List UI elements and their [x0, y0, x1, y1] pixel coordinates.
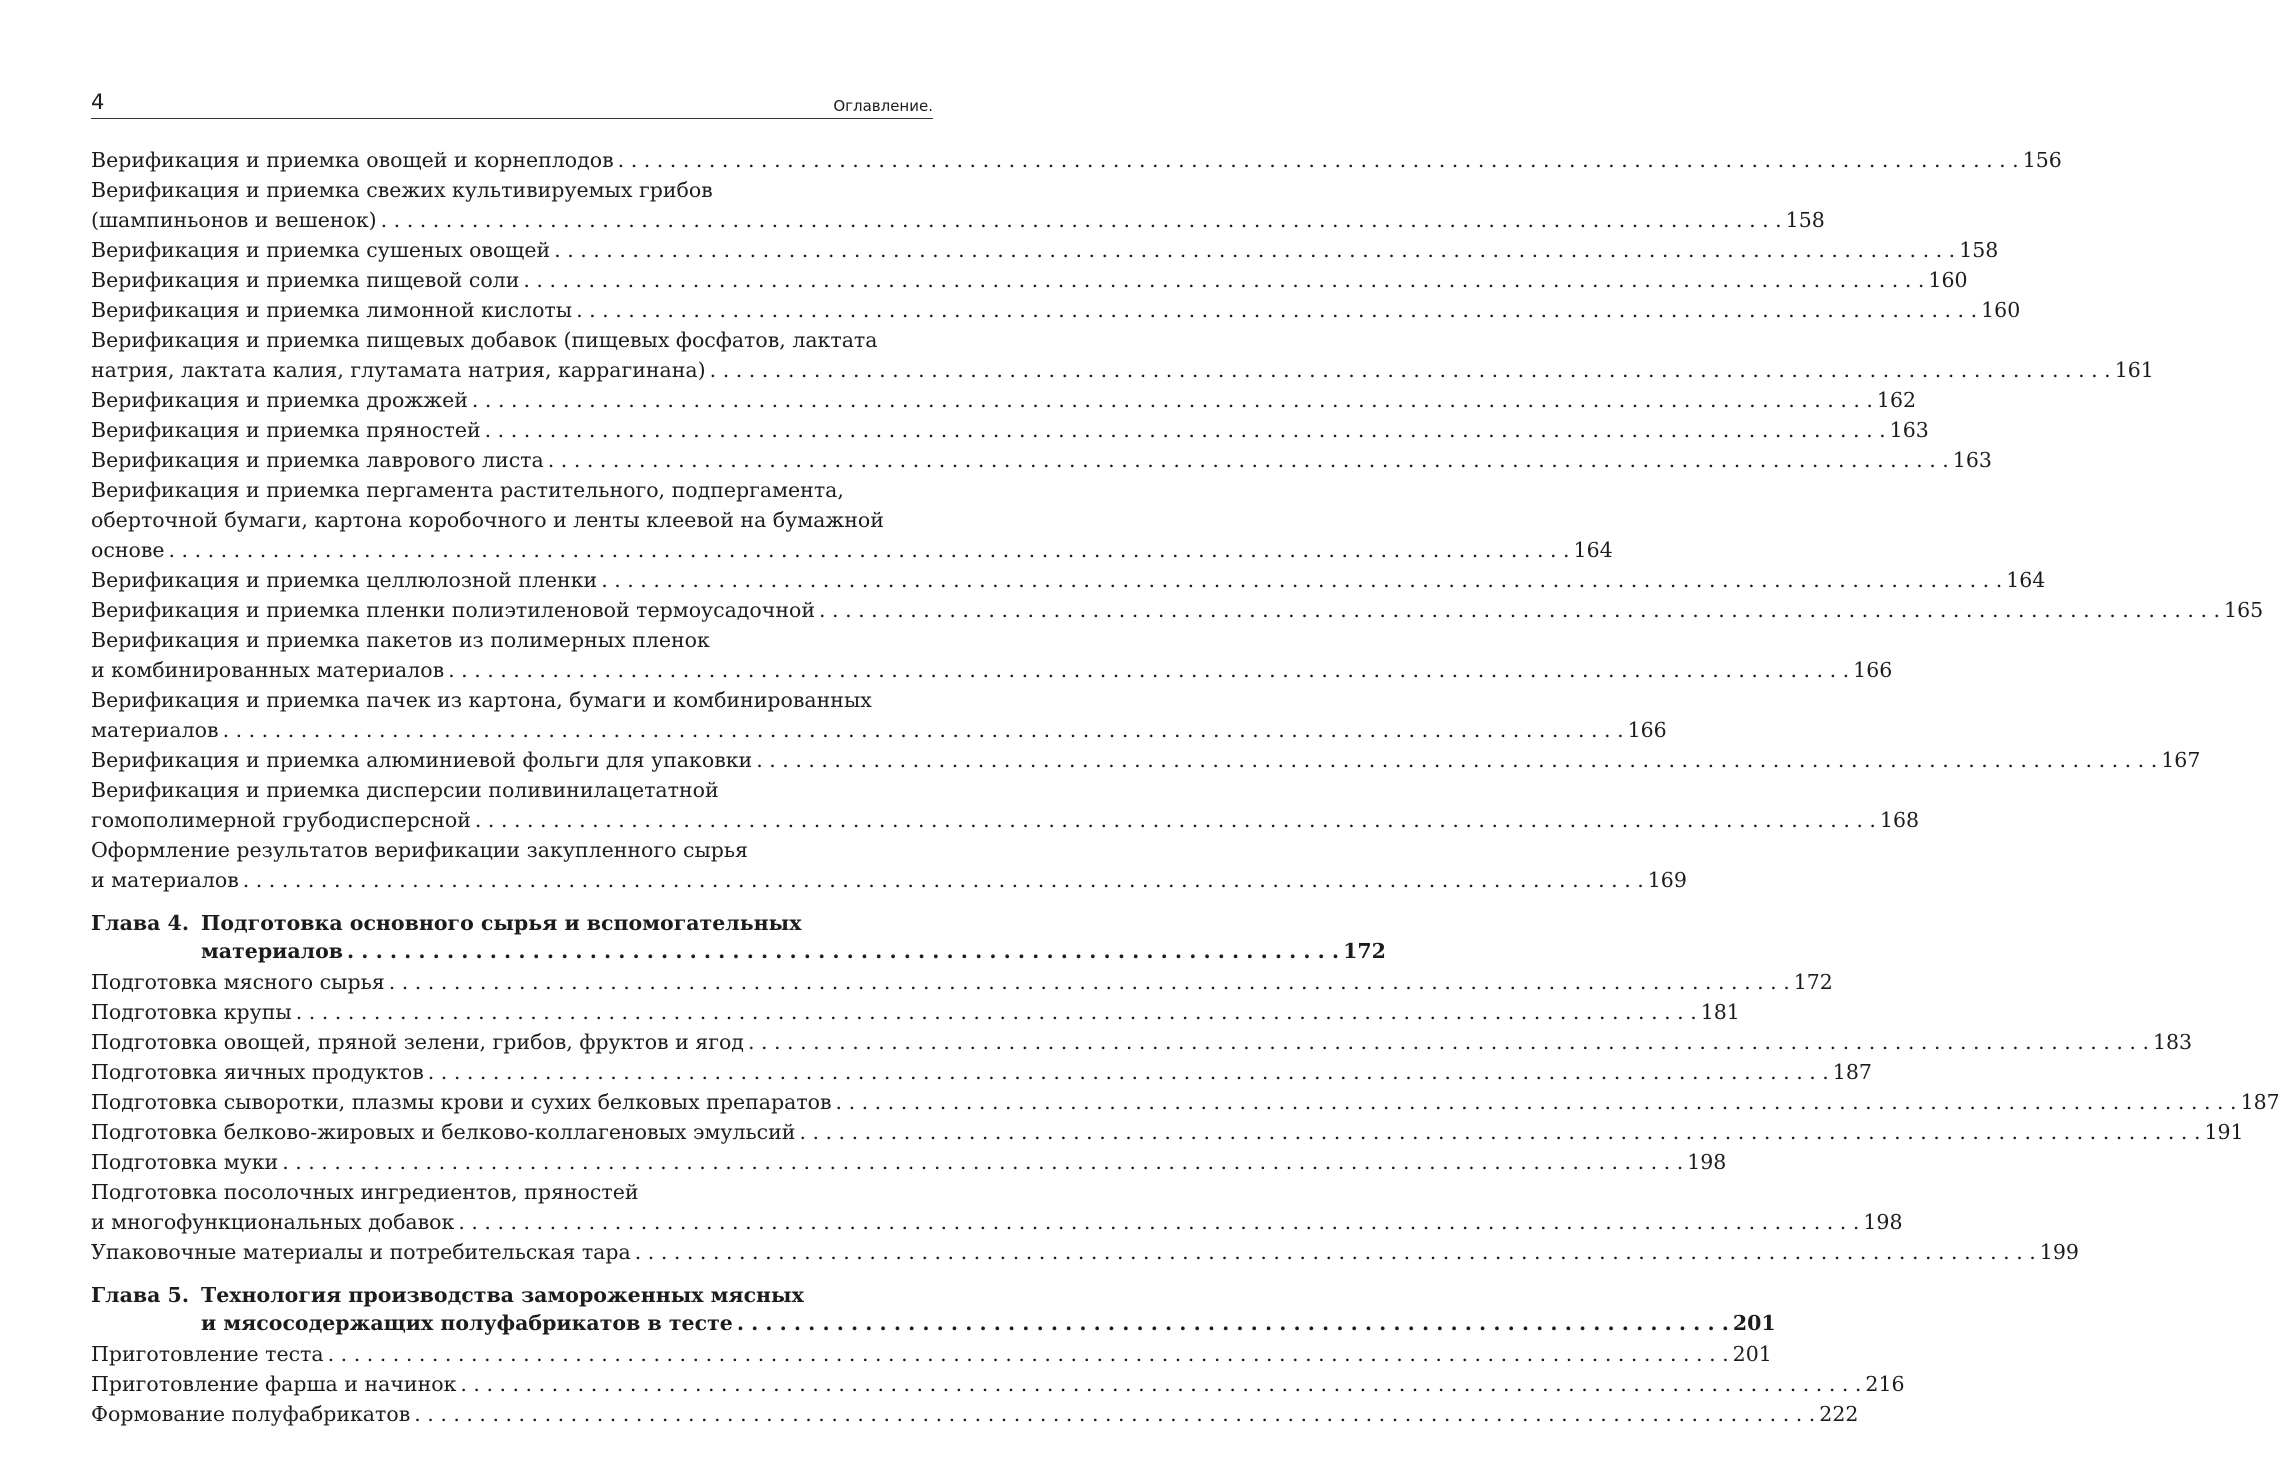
toc-entry — [91, 385, 1917, 415]
dot-leader — [710, 355, 2111, 385]
dot-leader — [819, 595, 2220, 625]
toc-entry — [91, 1339, 1772, 1369]
toc-entry-page-number: 181 — [1700, 1000, 1740, 1024]
toc-entry-title: Верификация и приемка пергамента растительного, подпергамента, — [91, 478, 844, 502]
toc-entry — [91, 1027, 2193, 1057]
dot-leader — [576, 295, 1977, 325]
dot-leader — [799, 1117, 2200, 1147]
toc-entry-title: и многофункциональных добавок — [91, 1210, 455, 1234]
dot-leader — [472, 385, 1873, 415]
page-number: 4 — [91, 90, 105, 114]
toc-entry-page-number: 163 — [1952, 448, 1992, 472]
toc-entry — [91, 1399, 1859, 1429]
toc-entry-page-number: 166 — [1853, 658, 1893, 682]
dot-leader — [428, 1057, 1829, 1087]
toc-entry — [91, 835, 1687, 895]
toc-entry-title: основе — [91, 538, 165, 562]
toc-entry-title: Верификация и приемка лаврового листа — [91, 448, 544, 472]
dot-leader — [296, 997, 1697, 1027]
dot-leader — [554, 235, 1955, 265]
toc-entry — [91, 295, 2021, 325]
toc-entry-page-number: 222 — [1819, 1402, 1859, 1426]
toc-entry-page-number: 156 — [2022, 148, 2062, 172]
toc-entry-title: Приготовление фарша и начинок — [91, 1372, 457, 1396]
toc-entry-title: Приготовление теста — [91, 1342, 324, 1366]
toc-entry-page-number: 167 — [2161, 748, 2201, 772]
toc-chapter-4 — [91, 909, 1386, 965]
chapter-title-continued: материалов — [201, 939, 344, 963]
dot-leader — [460, 1369, 1861, 1399]
toc-entry — [91, 1237, 2079, 1267]
toc-entry — [91, 625, 1893, 685]
toc-entry-title: Верификация и приемка свежих культивируемых грибов — [91, 178, 713, 202]
dot-leader — [458, 1207, 1859, 1237]
dot-leader — [618, 145, 2019, 175]
toc-entry — [91, 775, 1920, 835]
chapter-title: Технология производства замороженных мясных — [201, 1283, 804, 1307]
dot-leader — [389, 967, 1790, 997]
toc-entry-page-number: 164 — [1573, 538, 1613, 562]
toc-entry-page-number: 166 — [1627, 718, 1667, 742]
toc-entry-title: Верификация и приемка пленки полиэтиленовой термоусадочной — [91, 598, 815, 622]
toc-entry-page-number: 162 — [1876, 388, 1917, 412]
toc-entry-title: Верификация и приемка дисперсии поливинилацетатной — [91, 778, 719, 802]
toc-entry-page-number: 198 — [1687, 1150, 1727, 1174]
toc-entry-title: Подготовка яичных продуктов — [91, 1060, 424, 1084]
toc-entry-page-number: 165 — [2224, 598, 2264, 622]
toc-entry-title: Верификация и приемка сушеных овощей — [91, 238, 551, 262]
chapter-page-number: 172 — [1343, 939, 1386, 963]
toc-entry-title: Формование полуфабрикатов — [91, 1402, 411, 1426]
toc-entry — [91, 595, 2264, 625]
toc-entry — [91, 1087, 2280, 1117]
dot-leader — [282, 1147, 1683, 1177]
toc-entry — [91, 997, 1740, 1027]
toc-entry-title: Верификация и приемка лимонной кислоты — [91, 298, 573, 322]
toc-entry-title: Верификация и приемка пряностей — [91, 418, 481, 442]
dot-leader — [243, 865, 1644, 895]
toc-entry — [91, 685, 1667, 745]
toc-entry — [91, 265, 1968, 295]
toc-entry-page-number: 158 — [1959, 238, 1999, 262]
dot-leader — [836, 1087, 2237, 1117]
toc-entry — [91, 1147, 1727, 1177]
toc-entry-page-number: 164 — [2006, 568, 2046, 592]
dot-leader — [448, 655, 1849, 685]
toc-entry — [91, 475, 1613, 565]
toc-entry — [91, 1177, 1903, 1237]
dot-leader — [756, 745, 2157, 775]
toc-entry — [91, 445, 1992, 475]
toc-entry — [91, 235, 1999, 265]
toc-section-c — [91, 1339, 1905, 1429]
toc-entry-title: Верификация и приемка дрожжей — [91, 388, 468, 412]
toc-entry — [91, 415, 1929, 445]
toc-entry-title: (шампиньонов и вешенок) — [91, 208, 377, 232]
toc-entry — [91, 967, 1833, 997]
toc-entry — [91, 565, 2046, 595]
dot-leader — [169, 535, 1570, 565]
toc-entry — [91, 1057, 1872, 1087]
toc-entry — [91, 1117, 2244, 1147]
toc-entry — [91, 325, 2154, 385]
toc-section-a — [91, 145, 2264, 895]
dot-leader — [347, 937, 1339, 965]
dot-leader — [548, 445, 1949, 475]
toc-entry-title: Подготовка мясного сырья — [91, 970, 385, 994]
chapter-page-number: 201 — [1732, 1311, 1776, 1335]
toc-entry-page-number: 158 — [1785, 208, 1825, 232]
running-title: Оглавление. — [833, 97, 933, 115]
toc-entry-page-number: 168 — [1879, 808, 1920, 832]
chapter-number: Глава 5. — [91, 1283, 189, 1307]
toc-entry-title: натрия, лактата калия, глутамата натрия, каррагинана) — [91, 358, 706, 382]
dot-leader — [475, 805, 1876, 835]
dot-leader — [523, 265, 1924, 295]
chapter-title-continued: и мясосодержащих полуфабрикатов в тесте — [201, 1311, 733, 1335]
toc-entry-title: Упаковочные материалы и потребительская тара — [91, 1240, 631, 1264]
table-of-contents — [91, 145, 2280, 1429]
toc-entry-page-number: 199 — [2039, 1240, 2079, 1264]
toc-entry-title: Верификация и приемка пищевых добавок (пищевых фосфатов, лактата — [91, 328, 878, 352]
toc-entry-page-number: 201 — [1732, 1342, 1772, 1366]
toc-entry — [91, 175, 1825, 235]
toc-entry-title: Верификация и приемка целлюлозной пленки — [91, 568, 598, 592]
toc-entry-title: оберточной бумаги, картона коробочного и ленты клеевой на бумажной — [91, 508, 884, 532]
toc-entry — [91, 745, 2201, 775]
toc-entry-title: материалов — [91, 718, 219, 742]
toc-entry-page-number: 161 — [2114, 358, 2154, 382]
dot-leader — [485, 415, 1886, 445]
toc-entry-title: и комбинированных материалов — [91, 658, 445, 682]
toc-entry-title: и материалов — [91, 868, 239, 892]
dot-leader — [748, 1027, 2149, 1057]
chapter-number: Глава 4. — [91, 911, 189, 935]
toc-entry — [91, 145, 2062, 175]
toc-entry-title: Верификация и приемка пачек из картона, бумаги и комбинированных — [91, 688, 872, 712]
toc-entry-title: Подготовка муки — [91, 1150, 279, 1174]
toc-section-b — [91, 967, 2280, 1267]
dot-leader — [737, 1309, 1729, 1337]
dot-leader — [223, 715, 1624, 745]
toc-entry-page-number: 163 — [1889, 418, 1929, 442]
toc-chapter-5 — [91, 1281, 1776, 1337]
toc-entry-title: Верификация и приемка пакетов из полимерных пленок — [91, 628, 710, 652]
chapter-title: Подготовка основного сырья и вспомогательных — [201, 911, 802, 935]
toc-entry-page-number: 172 — [1793, 970, 1833, 994]
toc-entry-title: Подготовка посолочных ингредиентов, пряностей — [91, 1180, 639, 1204]
toc-entry-page-number: 183 — [2152, 1030, 2193, 1054]
toc-entry-title: Оформление результатов верификации закупленного сырья — [91, 838, 748, 862]
page-header — [91, 88, 933, 119]
toc-entry-title: Верификация и приемка овощей и корнеплодов — [91, 148, 614, 172]
dot-leader — [381, 205, 1782, 235]
toc-entry-title: Подготовка сыворотки, плазмы крови и сухих белковых препаратов — [91, 1090, 832, 1114]
toc-entry-page-number: 160 — [1981, 298, 2021, 322]
toc-entry-page-number: 198 — [1863, 1210, 1903, 1234]
toc-entry-page-number: 216 — [1865, 1372, 1905, 1396]
toc-entry-page-number: 191 — [2204, 1120, 2244, 1144]
toc-entry-page-number: 187 — [1832, 1060, 1872, 1084]
toc-entry-page-number: 169 — [1647, 868, 1687, 892]
toc-entry-page-number: 187 — [2240, 1090, 2280, 1114]
dot-leader — [414, 1399, 1815, 1429]
dot-leader — [635, 1237, 2036, 1267]
dot-leader — [601, 565, 2002, 595]
toc-entry-title: Подготовка овощей, пряной зелени, грибов, фруктов и ягод — [91, 1030, 744, 1054]
toc-entry-title: гомополимерной грубодисперсной — [91, 808, 471, 832]
toc-entry-title: Подготовка крупы — [91, 1000, 292, 1024]
toc-entry-title: Верификация и приемка пищевой соли — [91, 268, 520, 292]
toc-entry — [91, 1369, 1905, 1399]
toc-entry-page-number: 160 — [1928, 268, 1968, 292]
dot-leader — [328, 1339, 1729, 1369]
toc-entry-title: Подготовка белково-жировых и белково-коллагеновых эмульсий — [91, 1120, 796, 1144]
toc-entry-title: Верификация и приемка алюминиевой фольги для упаковки — [91, 748, 753, 772]
